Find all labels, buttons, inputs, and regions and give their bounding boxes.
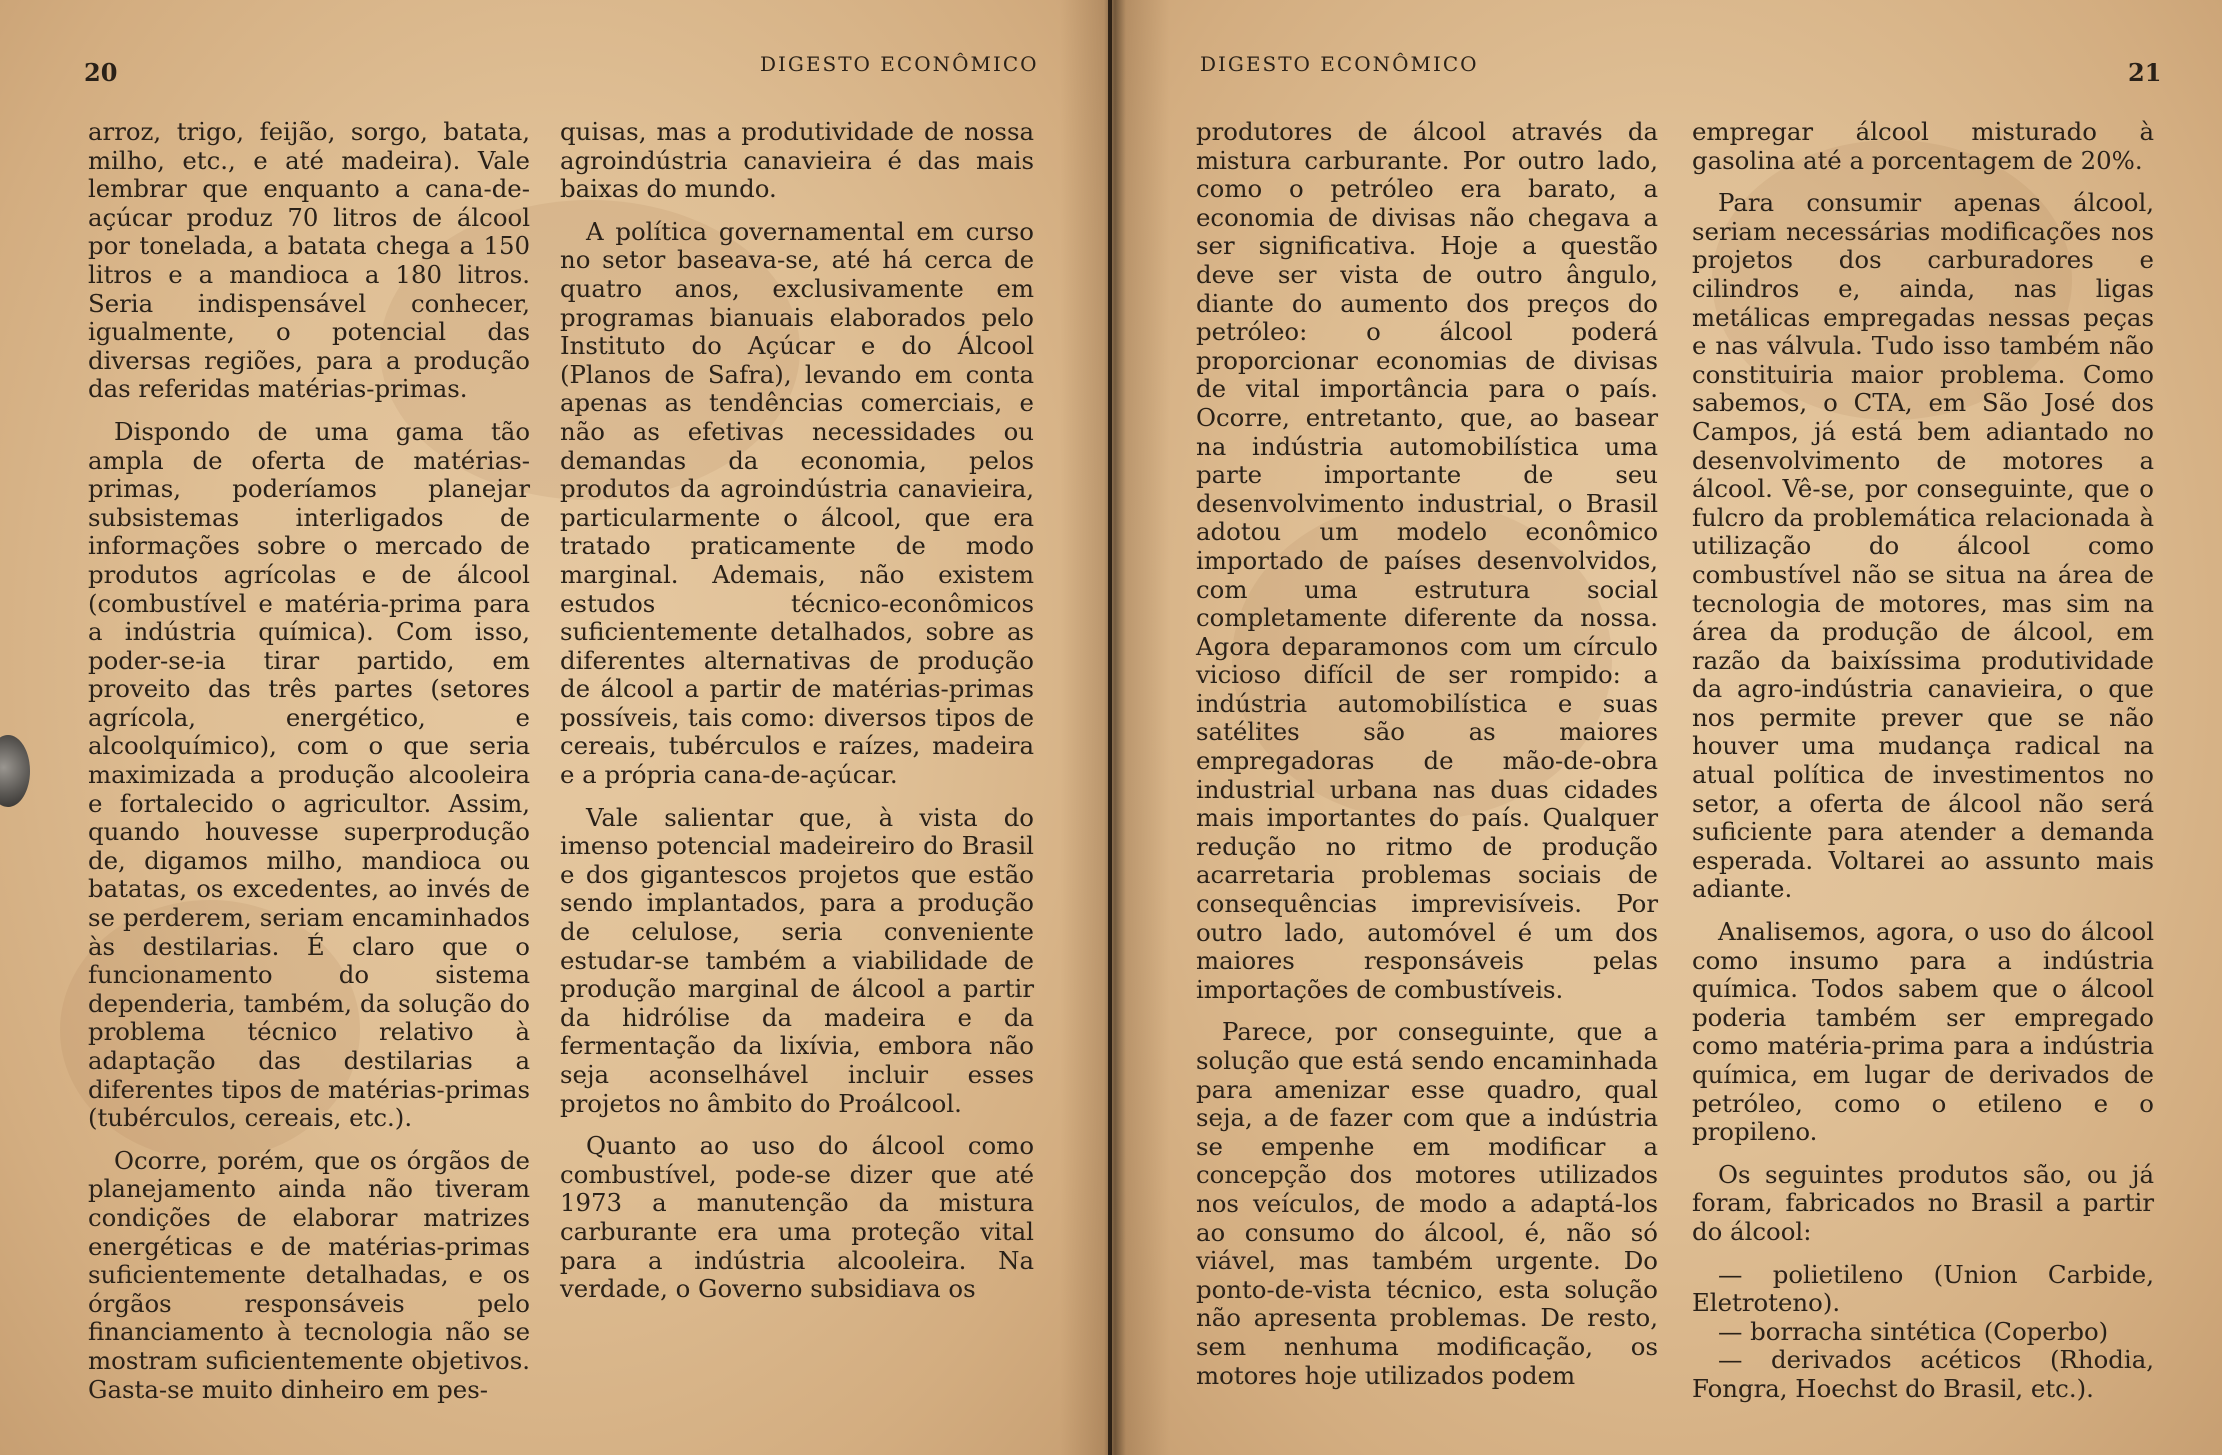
list-item: — polietileno (Union Carbide, Eletroteno).: [1692, 1259, 2154, 1318]
right-page: [1112, 0, 2222, 1455]
paragraph: empregar álcool misturado à gasolina até a porcentagem de 20%.: [1692, 117, 2154, 175]
paragraph: Os seguintes produtos são, ou já foram, fabricados no Brasil a partir do álcool:: [1692, 1159, 2154, 1246]
paragraph: Parece, por conseguinte, que a solução que está sendo encaminhada para amenizar esse quadro, qual seja, a de fazer com que a indústria se empenhe em modificar a concepção dos motores utilizados nos veículos, de modo a adaptá-los ao consumo do álcool, é, não só viável, mas também urgente. Do ponto-de-vista técnico, esta solução não apresenta problemas. De resto, sem nenhuma modificação, os motores hoje utilizados podem: [1196, 1017, 1658, 1390]
paragraph: A política governamental em curso no setor baseava-se, até há cerca de quatro anos, exclusivamente em programas bianuais elaborados pelo Instituto do Açúcar e do Álcool (Planos de Safra), levando em conta apenas as tendências comerciais, e não as efetivas necessidades ou demandas da economia, pelos produtos da agroindústria canavieira, particularmente o álcool, que era tratado praticamente de modo marginal. Ademais, não existem estudos técnico-econômicos suficientemente detalhados, sobre as diferentes alternativas de produção de álcool a partir de matérias-primas possíveis, tais como: diversos tipos de cereais, tubérculos e raízes, madeira e a própria cana-de-açúcar.: [560, 216, 1034, 790]
paragraph: Quanto ao uso do álcool como combustível, pode-se dizer que até 1973 a manutenção da mistura carburante era uma proteção vital para a indústria alcooleira. Na verdade, o Governo subsidiava os: [560, 1131, 1034, 1304]
left-column-2: [560, 118, 1034, 1304]
right-column-1: [1196, 118, 1658, 1390]
list-item: — borracha sintética (Coperbo): [1718, 1316, 2109, 1346]
left-page: [0, 0, 1108, 1455]
paragraph: Ocorre, porém, que os órgãos de planejamento ainda não tiveram condições de elaborar matrizes energéticas e de matérias-primas suficientemente detalhadas, e os órgãos responsáveis pelo financiamento à tecnologia não se mostram suficientemente objetivos. Gasta-se muito dinheiro em pes-: [88, 1145, 530, 1404]
paragraph: Para consumir apenas álcool, seriam necessárias modificações nos projetos dos carburadores e cilindros e, ainda, nas ligas metálicas empregadas nessas peças e nas válvula. Tudo isso também não constituiria maior problema. Como sabemos, o CTA, em São José dos Campos, já está bem adiantado no desenvolvimento de motores a álcool. Vê-se, por conseguinte, que o fulcro da problemática relacionada à utilização do álcool como combustível não se situa na área de tecnologia de motores, mas sim na área da produção de álcool, em razão da baixíssima produtividade da agro-indústria canavieira, o que nos permite prever que se não houver uma mudança radical na atual política de investimentos no setor, a oferta de álcool não será suficiente para atender a demanda esperada. Voltarei ao assunto mais adiante.: [1692, 188, 2154, 904]
page-number: 21: [2128, 58, 2162, 87]
list-item: — derivados acéticos (Rhodia, Fongra, Hoechst do Brasil, etc.).: [1692, 1345, 2154, 1403]
paragraph: arroz, trigo, feijão, sorgo, batata, milho, etc., e até madeira). Vale lembrar que enquanto a cana-de-açúcar produz 70 litros de álcool por tonelada, a batata chega a 150 litros e a mandioca a 180 litros. Seria indispensável conhecer, igualmente, o potencial das diversas regiões, para a produção das referidas matérias-primas.: [88, 117, 530, 404]
running-header: DIGESTO ECONÔMICO: [1200, 52, 1479, 76]
right-column-2: [1692, 118, 2154, 1404]
paragraph: Vale salientar que, à vista do imenso potencial madeireiro do Brasil e dos gigantescos projetos que estão sendo implantados, para a produção de celulose, seria conveniente estudar-se também a viabilidade de produção marginal de álcool a partir da hidrólise da madeira e da fermentação da lixívia, embora não seja aconselhável incluir esses projetos no âmbito do Proálcool.: [560, 802, 1034, 1118]
page-number: 20: [84, 58, 118, 87]
paragraph: produtores de álcool através da mistura carburante. Por outro lado, como o petróleo era barato, a economia de divisas não chegava a ser significativa. Hoje a questão deve ser vista de outro ângulo, diante do aumento dos preços do petróleo: o álcool poderá proporcionar economias de divisas de vital importância para o país. Ocorre, entretanto, que, ao basear na indústria automobilística uma parte importante de seu desenvolvimento industrial, o Brasil adotou um modelo econômico importado de países desenvolvidos, com uma estrutura social completamente diferente da nossa. Agora deparamonos com um círculo vicioso difícil de ser rompido: a indústria automobilística e suas satélites são as maiores empregadoras de mão-de-obra industrial urbana nas duas cidades mais importantes do país. Qualquer redução no ritmo de produção acarretaria problemas sociais de consequências imprevisíveis. Por outro lado, automóvel é um dos maiores responsáveis pelas importações de combustíveis.: [1196, 117, 1658, 1004]
binding-hole: [0, 735, 30, 807]
left-column-1: [88, 118, 530, 1404]
paragraph: quisas, mas a produtividade de nossa agroindústria canavieira é das mais baixas do mundo.: [560, 117, 1034, 204]
paragraph: Analisemos, agora, o uso do álcool como insumo para a indústria química. Todos sabem que o álcool poderia também ser empregado como matéria-prima para a indústria química, em lugar de derivados de petróleo, como o etileno e o propileno.: [1692, 917, 2154, 1147]
running-header: DIGESTO ECONÔMICO: [760, 52, 1039, 76]
paragraph: Dispondo de uma gama tão ampla de oferta de matérias-primas, poderíamos planejar subsistemas interligados de informações sobre o mercado de produtos agrícolas e de álcool (combustível e matéria-prima para a indústria química). Com isso, poder-se-ia tirar partido, em proveito das três partes (setores agrícola, energético, e alcoolquímico), com o que seria maximizada a produção alcooleira e fortalecido o agricultor. Assim, quando houvesse superprodução de, digamos milho, mandioca ou batatas, os excedentes, ao invés de se perderem, seriam encaminhados às destilarias. É claro que o funcionamento do sistema dependeria, também, da solução do problema técnico relativo à adaptação das destilarias a diferentes tipos de matérias-primas (tubérculos, cereais, etc.).: [88, 416, 530, 1133]
